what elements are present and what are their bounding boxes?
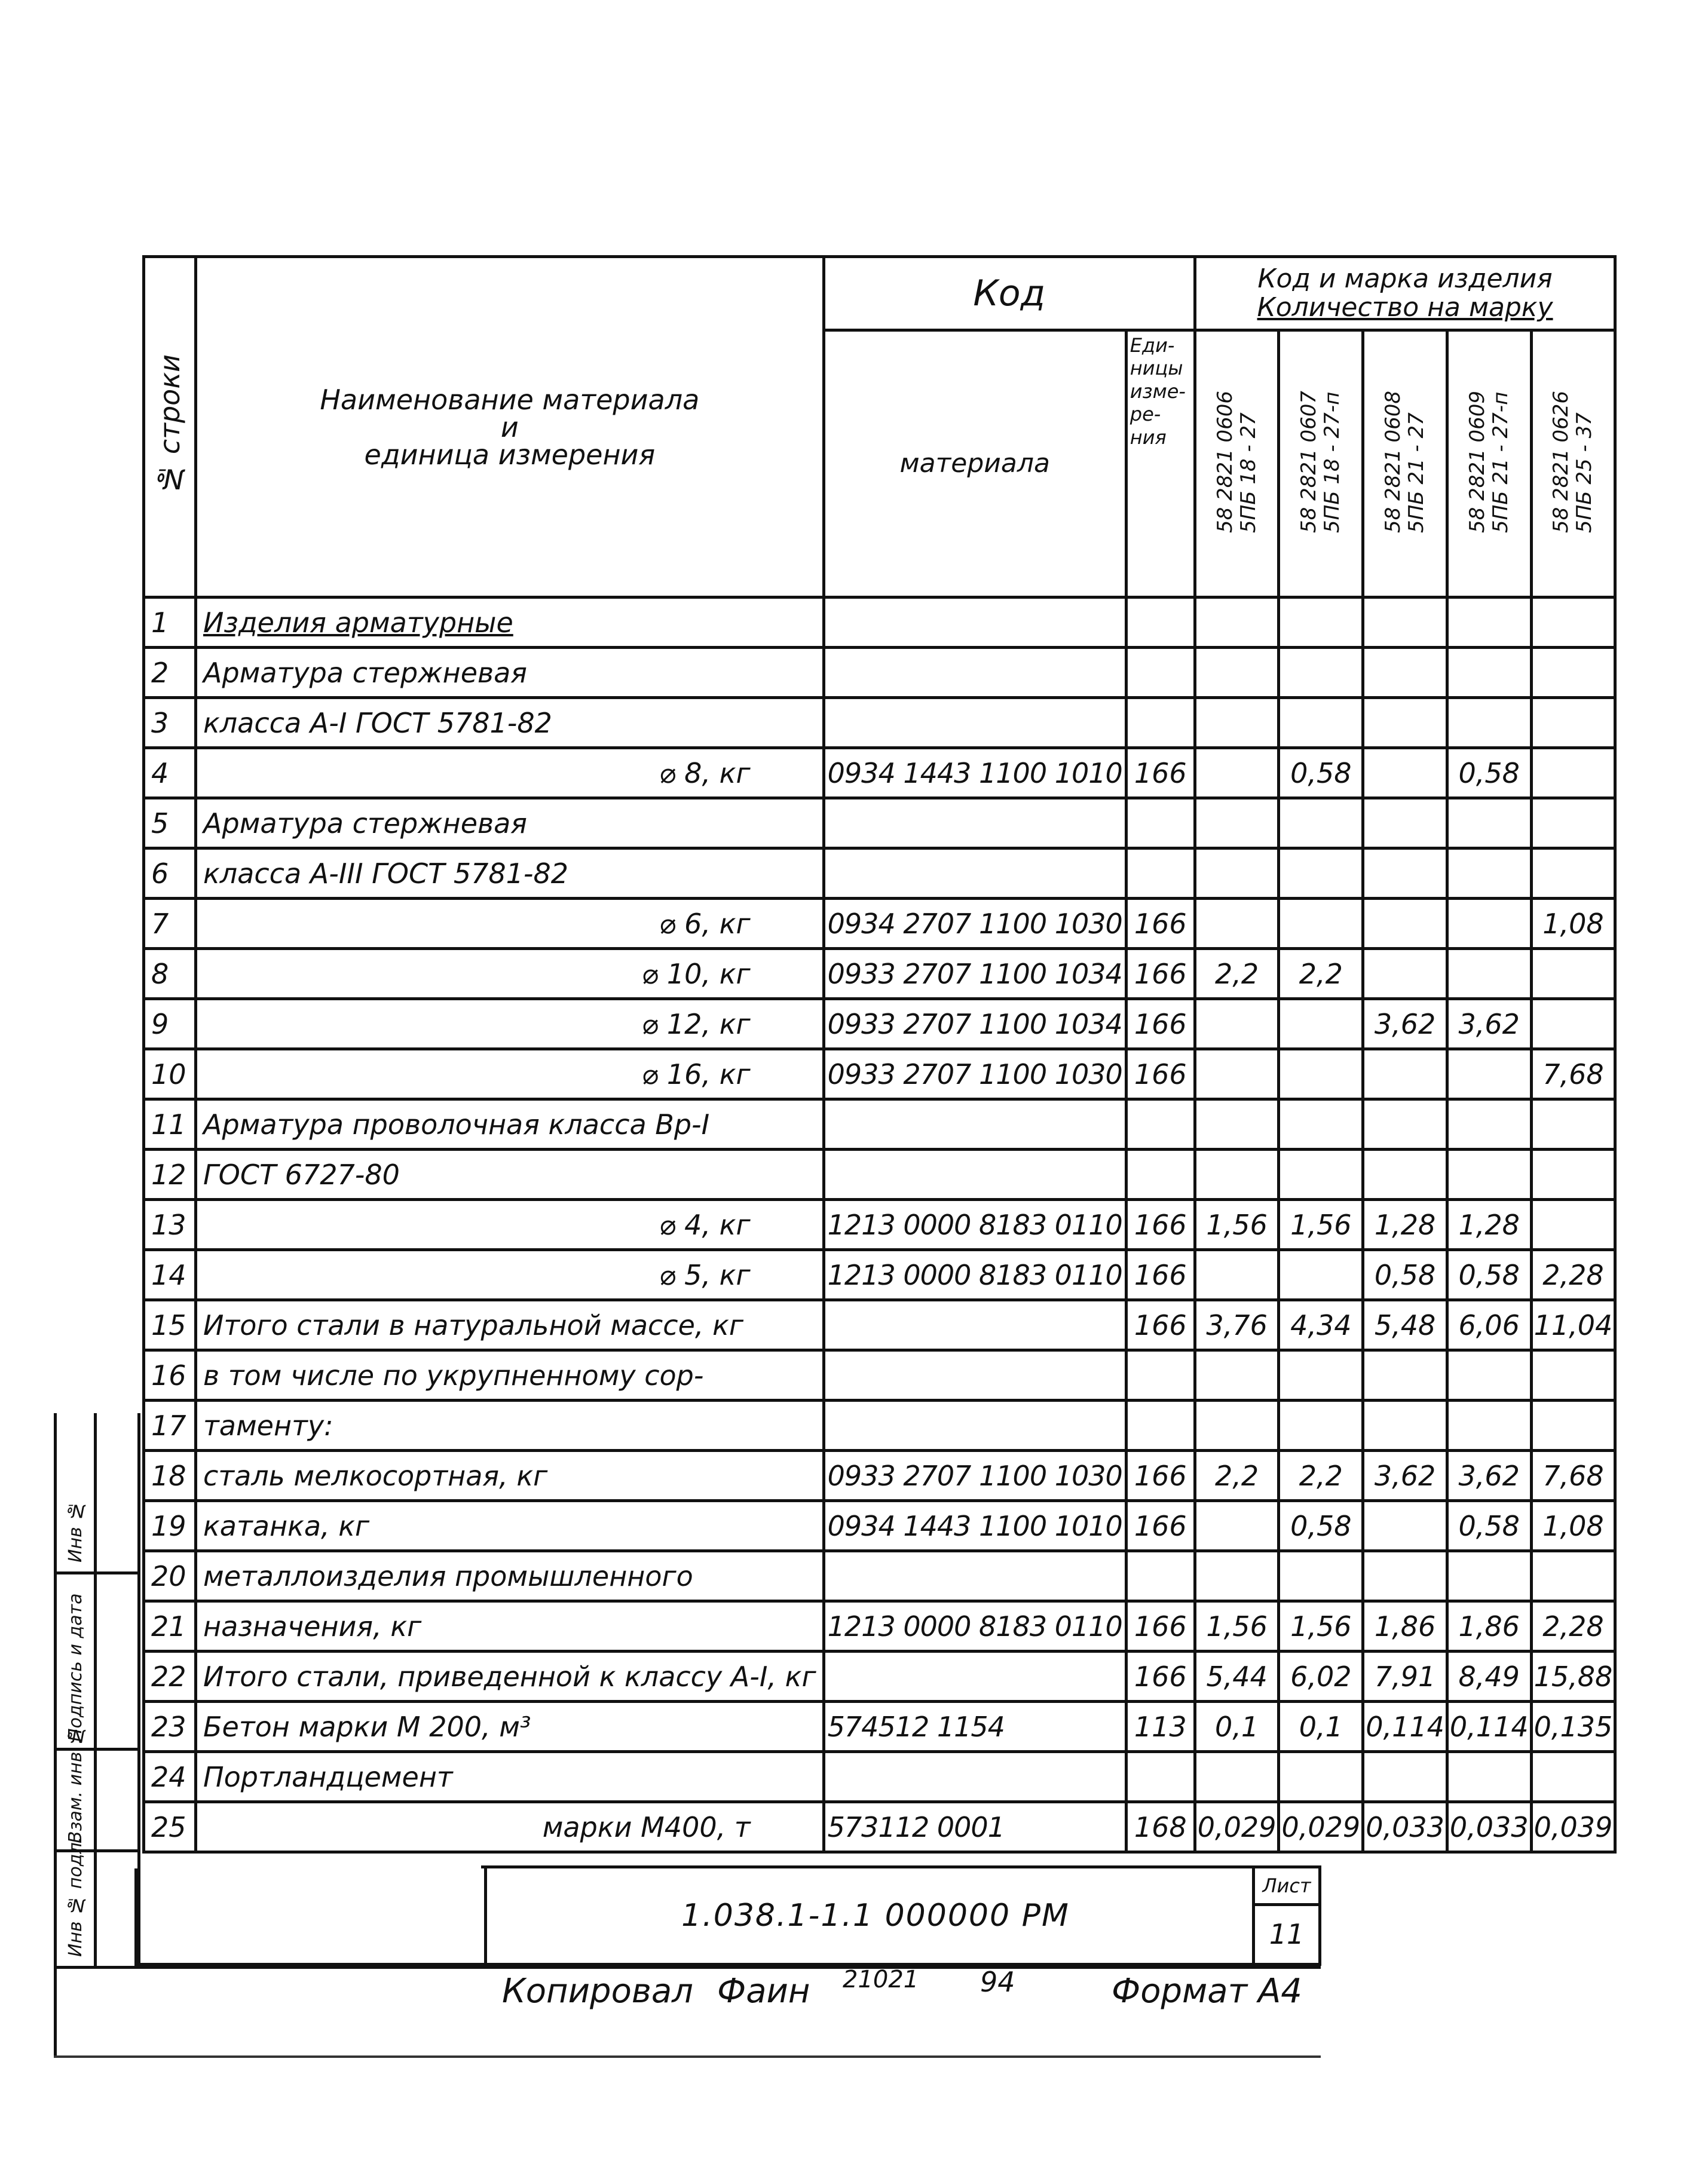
material-code [824,848,1126,899]
quantity-cell: 1,86 [1447,1601,1531,1652]
row-number: 22 [144,1652,196,1702]
quantity-cell [1447,1752,1531,1802]
quantity-cell: 0,135 [1531,1702,1615,1752]
unit-code [1126,698,1195,748]
quantity-cell: 0,114 [1447,1702,1531,1752]
quantity-cell [1531,1401,1615,1451]
table-row [144,1652,1615,1702]
quantity-cell: 1,28 [1363,1200,1447,1250]
quantity-cell [1363,1099,1447,1150]
material-code: 0933 2707 1100 1034 [824,999,1126,1049]
quantity-cell [1279,999,1363,1049]
quantity-cell [1195,1752,1279,1802]
material-code [824,698,1126,748]
products-header-line1: Код и марка изделия [1257,263,1553,294]
quantity-cell [1447,1049,1531,1099]
material-name: Арматура стержневая [196,798,824,848]
quantity-cell [1195,1150,1279,1200]
order-number: 21021 [843,1966,919,1993]
row-number: 7 [144,899,196,949]
material-code: 574512 1154 [824,1702,1126,1752]
material-name: ГОСТ 6727-80 [196,1150,824,1200]
material-name: ⌀ 10, кг [196,949,824,999]
material-code: 0933 2707 1100 1034 [824,949,1126,999]
quantity-cell: 1,08 [1531,1501,1615,1551]
unit-code [1126,1350,1195,1401]
material-code [824,1752,1126,1802]
quantity-cell: 1,86 [1363,1601,1447,1652]
quantity-cell: 11,04 [1531,1300,1615,1350]
quantity-cell [1531,949,1615,999]
unit-code [1126,598,1195,648]
row-number: 13 [144,1200,196,1250]
quantity-cell: 1,08 [1531,899,1615,949]
table-row [144,648,1615,698]
table-row [144,999,1615,1049]
table-row [144,899,1615,949]
row-number: 20 [144,1551,196,1601]
quantity-cell [1195,1551,1279,1601]
quantity-cell [1279,1049,1363,1099]
table-row [144,798,1615,848]
quantity-cell: 0,114 [1363,1702,1447,1752]
quantity-cell [1363,899,1447,949]
unit-code [1126,1401,1195,1451]
specification-table [142,255,1617,1854]
quantity-cell [1279,1752,1363,1802]
quantity-cell [1279,1099,1363,1150]
quantity-cell: 5,48 [1363,1300,1447,1350]
row-number: 4 [144,748,196,798]
material-name: ⌀ 16, кг [196,1049,824,1099]
material-code [824,648,1126,698]
table-row [144,1501,1615,1551]
quantity-cell: 7,68 [1531,1049,1615,1099]
quantity-cell: 0,58 [1279,748,1363,798]
quantity-cell: 0,039 [1531,1802,1615,1852]
frame-left-tail [54,1966,57,2055]
material-name: сталь мелкосортная, кг [196,1451,824,1501]
table-row [144,1702,1615,1752]
material-code: 1213 0000 8183 0110 [824,1601,1126,1652]
row-number: 9 [144,999,196,1049]
quantity-cell [1531,698,1615,748]
quantity-cell [1363,598,1447,648]
quantity-cell [1447,1099,1531,1150]
material-code: 1213 0000 8183 0110 [824,1200,1126,1250]
material-code: 1213 0000 8183 0110 [824,1250,1126,1300]
table-row [144,949,1615,999]
quantity-cell: 5,44 [1195,1652,1279,1702]
table-row [144,1451,1615,1501]
material-name: ⌀ 5, кг [196,1250,824,1300]
unit-code: 166 [1126,1451,1195,1501]
material-name: марки М400, т [196,1802,824,1852]
quantity-cell: 0,58 [1447,748,1531,798]
quantity-cell: 0,58 [1279,1501,1363,1551]
quantity-cell [1195,748,1279,798]
quantity-cell [1279,1551,1363,1601]
quantity-cell: 0,58 [1363,1250,1447,1300]
quantity-cell [1195,899,1279,949]
quantity-cell [1531,1551,1615,1601]
product-header-3 [1363,330,1447,598]
unit-code: 166 [1126,949,1195,999]
material-code [824,1652,1126,1702]
quantity-cell [1363,949,1447,999]
quantity-cell [1447,899,1531,949]
quantity-cell [1447,848,1531,899]
frame-bottom-line [54,1966,1321,1969]
material-name: Арматура проволочная класса Вр-I [196,1099,824,1150]
unit-code: 113 [1126,1702,1195,1752]
material-name: ⌀ 6, кг [196,899,824,949]
quantity-cell: 0,58 [1447,1501,1531,1551]
quantity-cell: 0,033 [1363,1802,1447,1852]
product-1-label: 58 2821 0606 5ПБ 18 - 27 [1213,390,1260,533]
row-number: 24 [144,1752,196,1802]
row-number: 15 [144,1300,196,1350]
quantity-cell [1279,899,1363,949]
quantity-cell: 1,28 [1447,1200,1531,1250]
quantity-cell [1195,999,1279,1049]
material-name: Итого стали в натуральной массе, кг [196,1300,824,1350]
name-header-line3: единица измерения [364,438,656,471]
quantity-cell: 0,1 [1195,1702,1279,1752]
material-code [824,1150,1126,1200]
quantity-cell [1531,999,1615,1049]
quantity-cell: 3,62 [1363,1451,1447,1501]
quantity-cell [1279,648,1363,698]
name-header-line2: и [500,410,519,443]
signature-date-label: Подпись и дата [65,1593,86,1742]
quantity-cell: 8,49 [1447,1652,1531,1702]
material-name: таменту: [196,1401,824,1451]
quantity-cell: 2,2 [1195,949,1279,999]
products-header [1195,257,1615,330]
material-code [824,598,1126,648]
material-name: в том числе по укрупненному сор- [196,1350,824,1401]
quantity-cell [1363,1551,1447,1601]
copied-label: Копировал [502,1972,693,2011]
unit-code: 166 [1126,748,1195,798]
quantity-cell: 6,06 [1447,1300,1531,1350]
material-name: Изделия арматурные [196,598,824,648]
material-code: 0934 1443 1100 1010 [824,748,1126,798]
quantity-cell: 3,76 [1195,1300,1279,1350]
table-row [144,1099,1615,1150]
quantity-cell [1447,1150,1531,1200]
quantity-cell [1447,1350,1531,1401]
quantity-cell [1279,1250,1363,1300]
quantity-cell [1531,798,1615,848]
material-code [824,1300,1126,1350]
quantity-cell [1363,848,1447,899]
product-header-2 [1279,330,1363,598]
material-name: Арматура стержневая [196,648,824,698]
quantity-cell: 0,029 [1279,1802,1363,1852]
unit-code [1126,648,1195,698]
material-name: Бетон марки М 200, м³ [196,1702,824,1752]
quantity-cell [1531,598,1615,648]
quantity-cell [1531,1200,1615,1250]
quantity-cell [1447,798,1531,848]
quantity-cell: 1,56 [1195,1200,1279,1250]
table-row [144,1401,1615,1451]
material-code-header: материала [824,330,1126,598]
unit-code: 166 [1126,1300,1195,1350]
table-row [144,1049,1615,1099]
quantity-cell: 2,2 [1279,949,1363,999]
quantity-cell [1195,1350,1279,1401]
row-number: 18 [144,1451,196,1501]
quantity-cell [1363,1501,1447,1551]
table-row [144,1150,1615,1200]
row-number: 10 [144,1049,196,1099]
quantity-cell [1195,698,1279,748]
material-name: назначения, кг [196,1601,824,1652]
material-code: 0933 2707 1100 1030 [824,1451,1126,1501]
quantity-cell [1531,648,1615,698]
row-number: 12 [144,1150,196,1200]
table-body [144,598,1615,1852]
material-code: 0934 1443 1100 1010 [824,1501,1126,1551]
quantity-cell: 1,56 [1279,1200,1363,1250]
frame-lower-line [54,2055,1321,2058]
quantity-cell [1195,1049,1279,1099]
quantity-cell [1195,1250,1279,1300]
quantity-cell: 6,02 [1279,1652,1363,1702]
table-row [144,1350,1615,1401]
quantity-cell: 2,2 [1195,1451,1279,1501]
unit-code: 166 [1126,1250,1195,1300]
quantity-cell: 2,28 [1531,1250,1615,1300]
material-name: металлоизделия промышленного [196,1551,824,1601]
row-number: 21 [144,1601,196,1652]
inv-dup-label: Инв № [65,1500,86,1563]
quantity-cell: 3,62 [1447,1451,1531,1501]
product-header-1 [1195,330,1279,598]
row-number-label: № строки [154,354,186,495]
unit-code [1126,798,1195,848]
unit-code [1126,1752,1195,1802]
material-name: катанка, кг [196,1501,824,1551]
table-row [144,748,1615,798]
quantity-cell [1363,648,1447,698]
row-number: 14 [144,1250,196,1300]
table-row [144,1752,1615,1802]
row-number: 11 [144,1099,196,1150]
material-code [824,1401,1126,1451]
title-block [134,1865,1321,1966]
unit-code: 166 [1126,999,1195,1049]
quantity-cell [1195,798,1279,848]
page-number: 94 [980,1966,1015,1998]
quantity-cell [1363,748,1447,798]
product-header-4 [1447,330,1531,598]
quantity-cell [1531,1150,1615,1200]
product-2-label: 58 2821 0607 5ПБ 18 - 27-п [1297,390,1345,533]
row-number: 17 [144,1401,196,1451]
inv-orig-label: Инв № подл. [65,1836,86,1957]
quantity-cell [1363,1049,1447,1099]
quantity-cell: 0,58 [1447,1250,1531,1300]
name-header-line1: Наименование материала [320,383,700,416]
table-row [144,698,1615,748]
product-5-label: 58 2821 0626 5ПБ 25 - 37 [1549,390,1597,533]
product-4-label: 58 2821 0609 5ПБ 21 - 27-п [1465,390,1513,533]
unit-code: 166 [1126,1652,1195,1702]
material-code [824,1350,1126,1401]
table-row [144,1200,1615,1250]
unit-code: 166 [1126,1200,1195,1250]
table-row [144,1300,1615,1350]
material-code [824,1099,1126,1150]
quantity-cell: 2,2 [1279,1451,1363,1501]
row-number: 3 [144,698,196,748]
quantity-cell: 3,62 [1447,999,1531,1049]
copier-name: Фаин [717,1972,810,2011]
row-number: 19 [144,1501,196,1551]
quantity-cell [1363,798,1447,848]
quantity-cell [1363,1752,1447,1802]
quantity-cell [1195,1401,1279,1451]
material-name: ⌀ 4, кг [196,1200,824,1250]
quantity-cell [1195,648,1279,698]
unit-code-header: Еди- ницы изме- ре- ния [1126,330,1195,598]
sheet-number: 11 [1269,1918,1305,1950]
quantity-cell: 1,56 [1195,1601,1279,1652]
quantity-cell [1279,598,1363,648]
row-number-header [144,257,196,598]
unit-code: 166 [1126,1049,1195,1099]
replace-inv-label: Взам. инв № [65,1725,86,1843]
quantity-cell: 0,033 [1447,1802,1531,1852]
table-row [144,848,1615,899]
quantity-cell [1279,1150,1363,1200]
document-number: 1.038.1-1.1 000000 РМ [681,1898,1070,1934]
header-row-1 [144,257,1615,330]
row-number: 16 [144,1350,196,1401]
quantity-cell: 0,1 [1279,1702,1363,1752]
quantity-cell [1363,1150,1447,1200]
unit-code: 168 [1126,1802,1195,1852]
code-header: Код [824,257,1195,330]
quantity-cell [1447,648,1531,698]
table-row [144,1802,1615,1852]
row-number: 8 [144,949,196,999]
format-label: Формат А4 [1112,1972,1302,2011]
quantity-cell: 15,88 [1531,1652,1615,1702]
row-number: 5 [144,798,196,848]
quantity-cell [1195,1099,1279,1150]
quantity-cell [1279,848,1363,899]
material-name: класса А-I ГОСТ 5781-82 [196,698,824,748]
quantity-cell [1531,1752,1615,1802]
quantity-cell [1279,698,1363,748]
quantity-cell [1447,698,1531,748]
quantity-cell: 2,28 [1531,1601,1615,1652]
quantity-cell [1363,1401,1447,1451]
product-3-label: 58 2821 0608 5ПБ 21 - 27 [1381,390,1429,533]
table-row [144,1250,1615,1300]
quantity-cell: 1,56 [1279,1601,1363,1652]
quantity-cell: 4,34 [1279,1300,1363,1350]
quantity-cell [1363,1350,1447,1401]
product-header-5 [1531,330,1615,598]
material-code [824,798,1126,848]
material-code [824,1551,1126,1601]
quantity-cell [1195,598,1279,648]
material-name: ⌀ 12, кг [196,999,824,1049]
quantity-cell [1363,698,1447,748]
quantity-cell [1447,949,1531,999]
quantity-cell [1279,1401,1363,1451]
unit-code [1126,848,1195,899]
quantity-cell [1279,798,1363,848]
unit-code: 166 [1126,1501,1195,1551]
quantity-cell [1195,848,1279,899]
material-name: Портландцемент [196,1752,824,1802]
material-code: 0934 2707 1100 1030 [824,899,1126,949]
table-row [144,1551,1615,1601]
products-header-line2: Количество на марку [1257,292,1553,323]
quantity-cell: 0,029 [1195,1802,1279,1852]
table-row [144,598,1615,648]
row-number: 1 [144,598,196,648]
unit-code [1126,1150,1195,1200]
unit-code [1126,1099,1195,1150]
row-number: 23 [144,1702,196,1752]
quantity-cell: 7,68 [1531,1451,1615,1501]
row-number: 6 [144,848,196,899]
row-number: 25 [144,1802,196,1852]
material-code: 573112 0001 [824,1802,1126,1852]
quantity-cell [1447,1551,1531,1601]
material-name: класса А-III ГОСТ 5781-82 [196,848,824,899]
quantity-cell [1195,1501,1279,1551]
quantity-cell [1531,1099,1615,1150]
quantity-cell: 7,91 [1363,1652,1447,1702]
quantity-cell [1531,1350,1615,1401]
material-name: ⌀ 8, кг [196,748,824,798]
unit-code [1126,1551,1195,1601]
unit-code: 166 [1126,1601,1195,1652]
quantity-cell [1531,848,1615,899]
material-code: 0933 2707 1100 1030 [824,1049,1126,1099]
unit-code: 166 [1126,899,1195,949]
quantity-cell [1447,1401,1531,1451]
sheet-label: Лист [1255,1868,1318,1906]
quantity-cell [1447,598,1531,648]
material-name: Итого стали, приведенной к классу А-I, кг [196,1652,824,1702]
quantity-cell [1531,748,1615,798]
table-row [144,1601,1615,1652]
material-name-header [196,257,824,598]
signature-strip [54,1413,140,1966]
quantity-cell: 3,62 [1363,999,1447,1049]
quantity-cell [1279,1350,1363,1401]
row-number: 2 [144,648,196,698]
